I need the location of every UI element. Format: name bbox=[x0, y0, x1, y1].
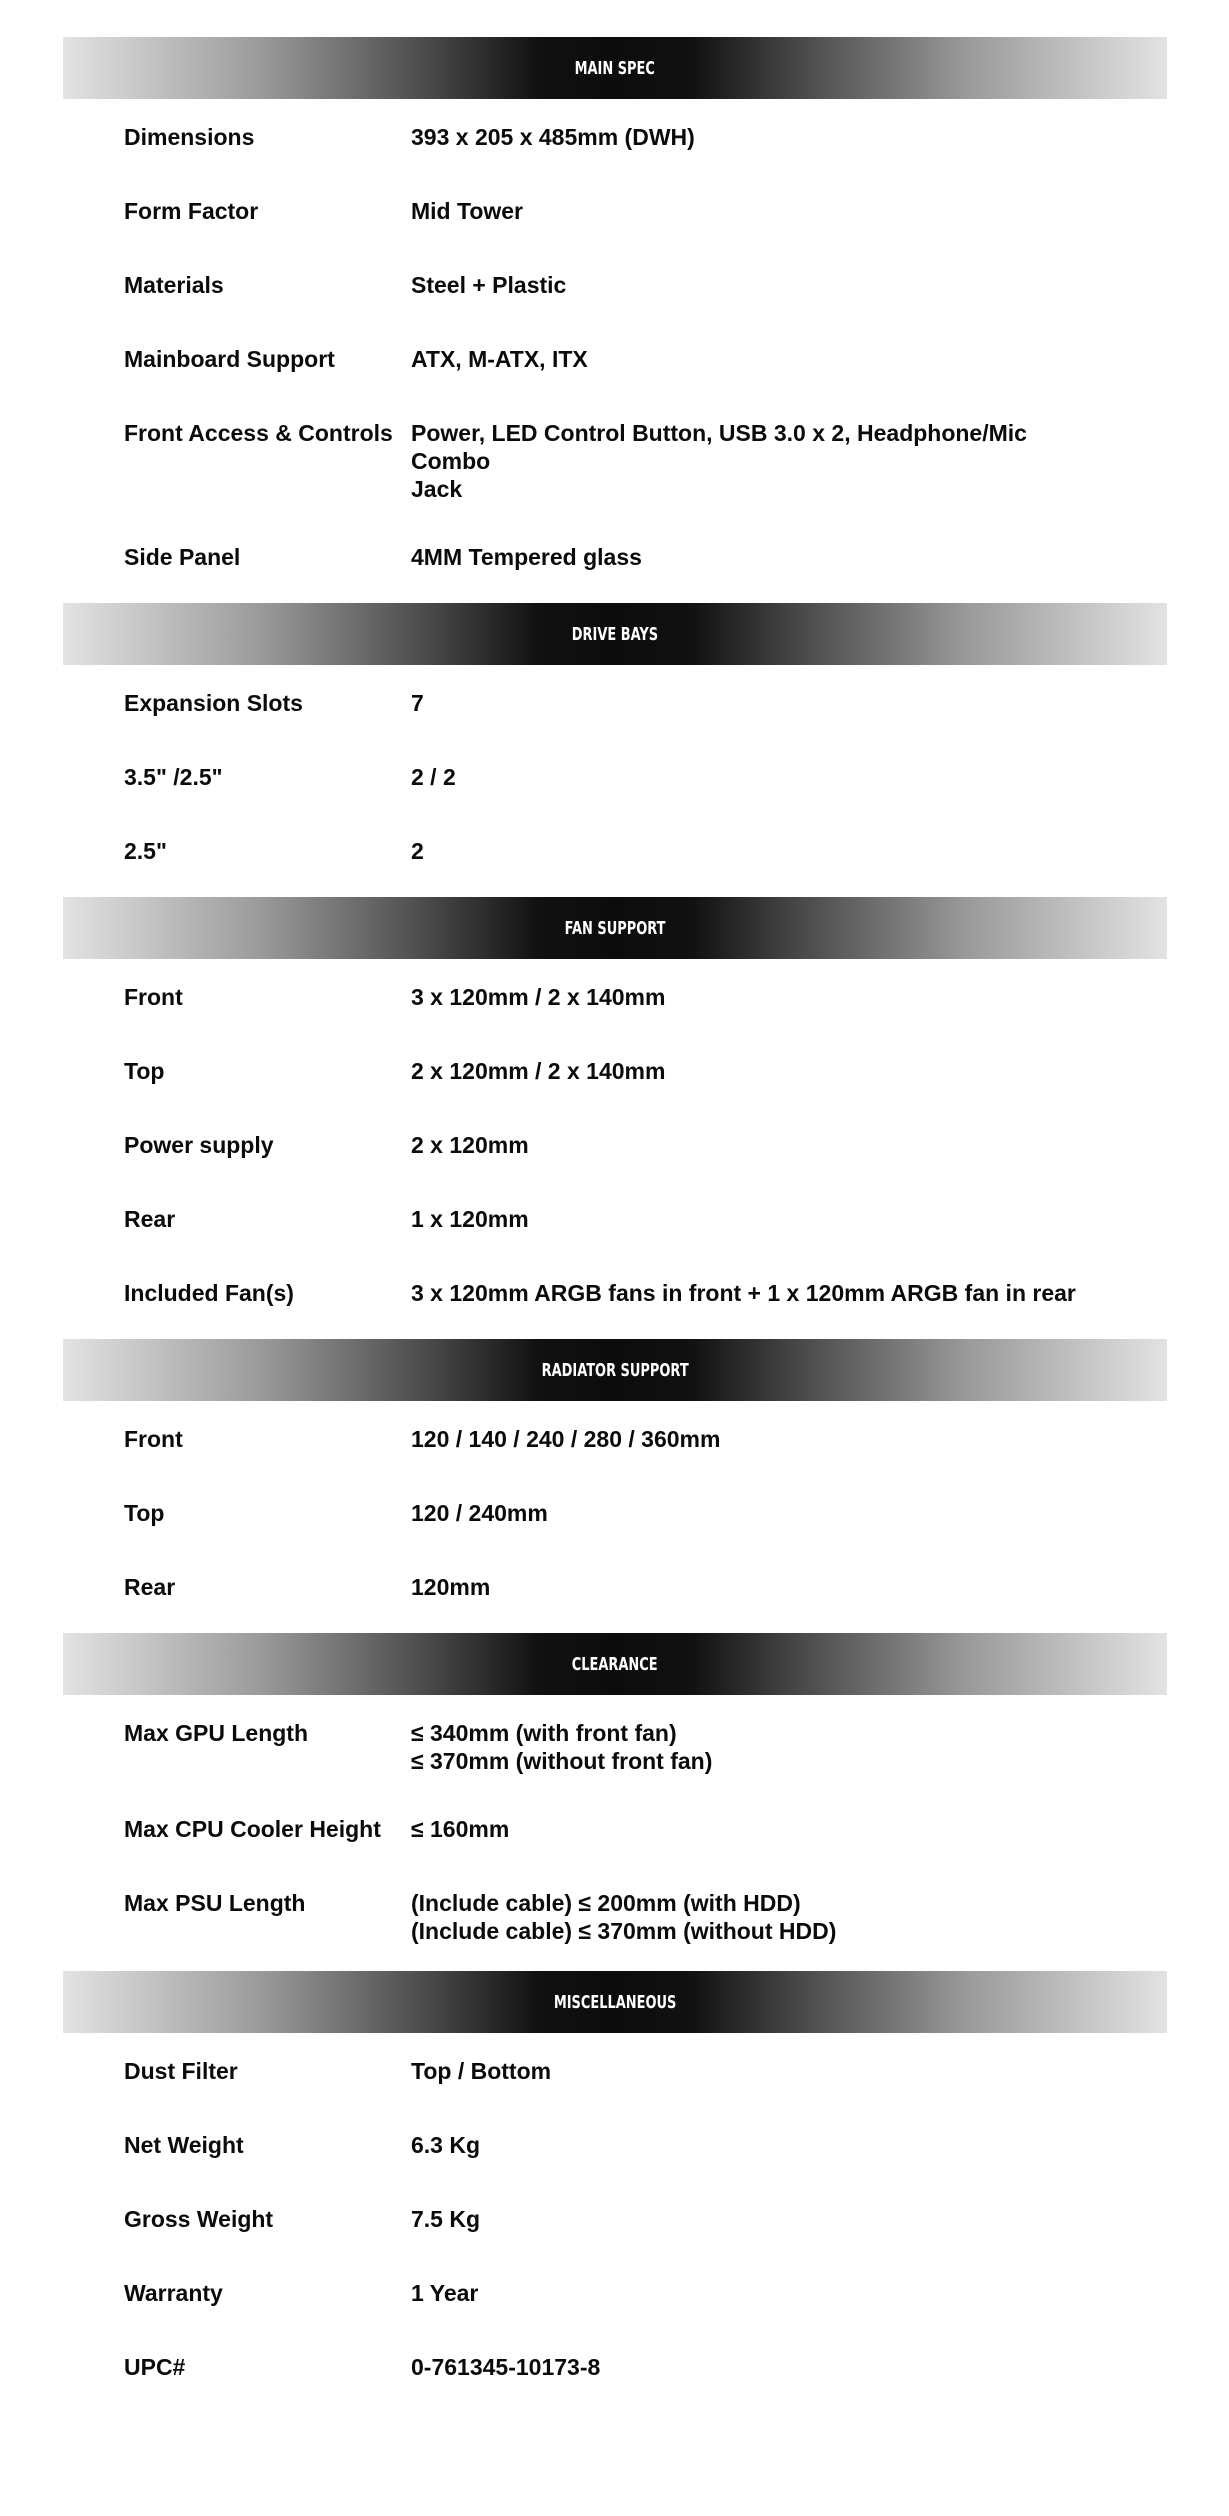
section-title: CLEARANCE bbox=[572, 1653, 658, 1675]
spec-label: Side Panel bbox=[124, 544, 241, 570]
spec-table bbox=[63, 99, 1167, 603]
spec-value bbox=[411, 837, 1091, 865]
spec-value-line: 2 bbox=[411, 838, 424, 864]
spec-value bbox=[411, 543, 1091, 571]
spec-label: Expansion Slots bbox=[124, 690, 303, 716]
spec-row bbox=[63, 103, 1167, 177]
spec-value-line: Power, LED Control Button, USB 3.0 x 2, Headphone/Mic Combo bbox=[411, 420, 1027, 474]
spec-label: Max CPU Cooler Height bbox=[124, 1816, 381, 1842]
spec-value-line: 0-761345-10173-8 bbox=[411, 2354, 601, 2380]
spec-row bbox=[63, 2333, 1167, 2407]
spec-row bbox=[63, 743, 1167, 817]
spec-value-line: 3 x 120mm ARGB fans in front + 1 x 120mm ARGB fan in rear bbox=[411, 1280, 1076, 1306]
spec-row bbox=[63, 523, 1167, 597]
spec-label: Gross Weight bbox=[124, 2206, 274, 2232]
spec-label: Max GPU Length bbox=[124, 1720, 309, 1746]
spec-value-line: Top / Bottom bbox=[411, 2058, 552, 2084]
spec-value-line: 2 x 120mm bbox=[411, 1132, 529, 1158]
spec-sheet bbox=[63, 37, 1167, 2413]
spec-label: Front Access & Controls bbox=[124, 420, 393, 446]
spec-value bbox=[411, 1499, 1091, 1527]
spec-value bbox=[411, 197, 1091, 225]
spec-label: Rear bbox=[124, 1206, 176, 1232]
spec-row bbox=[63, 2259, 1167, 2333]
spec-row bbox=[63, 1795, 1167, 1869]
spec-value bbox=[411, 1889, 1091, 1945]
spec-value bbox=[411, 419, 1091, 503]
spec-row bbox=[63, 325, 1167, 399]
spec-value-line: Jack bbox=[411, 476, 463, 502]
spec-label: Net Weight bbox=[124, 2132, 244, 2158]
spec-row bbox=[63, 1553, 1167, 1627]
spec-label: Top bbox=[124, 1058, 165, 1084]
spec-table bbox=[63, 1401, 1167, 1633]
spec-row bbox=[63, 1259, 1167, 1333]
spec-value bbox=[411, 2057, 1091, 2085]
spec-label: Materials bbox=[124, 272, 224, 298]
spec-value-line: ATX, M-ATX, ITX bbox=[411, 346, 588, 372]
spec-value-line: (Include cable) ≤ 370mm (without HDD) bbox=[411, 1918, 837, 1944]
spec-value-line: 7.5 Kg bbox=[411, 2206, 481, 2232]
spec-value-line: 1 Year bbox=[411, 2280, 479, 2306]
spec-label: Top bbox=[124, 1500, 165, 1526]
spec-value-line: ≤ 370mm (without front fan) bbox=[411, 1748, 713, 1774]
spec-row bbox=[63, 1869, 1167, 1965]
spec-row bbox=[63, 251, 1167, 325]
spec-row bbox=[63, 669, 1167, 743]
section-title: FAN SUPPORT bbox=[564, 917, 666, 939]
spec-row bbox=[63, 817, 1167, 891]
spec-value bbox=[411, 1131, 1091, 1159]
spec-row bbox=[63, 2185, 1167, 2259]
spec-value-line: 393 x 205 x 485mm (DWH) bbox=[411, 124, 695, 150]
spec-row bbox=[63, 1405, 1167, 1479]
spec-row bbox=[63, 2111, 1167, 2185]
spec-value-line: (Include cable) ≤ 200mm (with HDD) bbox=[411, 1890, 801, 1916]
spec-row bbox=[63, 1479, 1167, 1553]
spec-label: 2.5" bbox=[124, 838, 167, 864]
spec-value bbox=[411, 1057, 1091, 1085]
spec-value bbox=[411, 1573, 1091, 1601]
spec-table bbox=[63, 959, 1167, 1339]
spec-label: Dust Filter bbox=[124, 2058, 238, 2084]
spec-label: Warranty bbox=[124, 2280, 223, 2306]
spec-value-line: 1 x 120mm bbox=[411, 1206, 529, 1232]
section-header bbox=[63, 1633, 1167, 1695]
spec-label: Max PSU Length bbox=[124, 1890, 306, 1916]
spec-value-line: ≤ 340mm (with front fan) bbox=[411, 1720, 677, 1746]
spec-row bbox=[63, 1111, 1167, 1185]
spec-label: Front bbox=[124, 984, 183, 1010]
spec-value-line: 120 / 240mm bbox=[411, 1500, 548, 1526]
spec-value bbox=[411, 2279, 1091, 2307]
section-header bbox=[63, 603, 1167, 665]
section-title: RADIATOR SUPPORT bbox=[541, 1359, 689, 1381]
spec-label: Front bbox=[124, 1426, 183, 1452]
section-header bbox=[63, 1339, 1167, 1401]
spec-row bbox=[63, 963, 1167, 1037]
section-title: MISCELLANEOUS bbox=[553, 1991, 677, 2013]
spec-value bbox=[411, 689, 1091, 717]
section-header bbox=[63, 37, 1167, 99]
spec-value-line: 120 / 140 / 240 / 280 / 360mm bbox=[411, 1426, 721, 1452]
spec-value-line: 7 bbox=[411, 690, 424, 716]
spec-value-line: 2 / 2 bbox=[411, 764, 456, 790]
spec-value bbox=[411, 983, 1091, 1011]
spec-value-line: 120mm bbox=[411, 1574, 491, 1600]
section-title: DRIVE BAYS bbox=[571, 623, 659, 645]
section-header bbox=[63, 897, 1167, 959]
spec-value bbox=[411, 1425, 1091, 1453]
spec-label: Form Factor bbox=[124, 198, 259, 224]
spec-value bbox=[411, 271, 1091, 299]
spec-value bbox=[411, 763, 1091, 791]
spec-value-line: Mid Tower bbox=[411, 198, 524, 224]
spec-value bbox=[411, 1205, 1091, 1233]
spec-table bbox=[63, 2033, 1167, 2413]
spec-label: UPC# bbox=[124, 2354, 186, 2380]
spec-value bbox=[411, 345, 1091, 373]
spec-label: Dimensions bbox=[124, 124, 255, 150]
spec-value-line: 2 x 120mm / 2 x 140mm bbox=[411, 1058, 666, 1084]
spec-value-line: Steel + Plastic bbox=[411, 272, 567, 298]
spec-value-line: 6.3 Kg bbox=[411, 2132, 481, 2158]
spec-row bbox=[63, 1037, 1167, 1111]
spec-label: Included Fan(s) bbox=[124, 1280, 294, 1306]
spec-label: Mainboard Support bbox=[124, 346, 335, 372]
spec-row bbox=[63, 1185, 1167, 1259]
spec-value bbox=[411, 1279, 1091, 1307]
spec-value-line: 3 x 120mm / 2 x 140mm bbox=[411, 984, 666, 1010]
spec-label: 3.5" /2.5" bbox=[124, 764, 223, 790]
spec-row bbox=[63, 177, 1167, 251]
spec-value bbox=[411, 1815, 1091, 1843]
spec-value bbox=[411, 2131, 1091, 2159]
spec-row bbox=[63, 2037, 1167, 2111]
spec-value-line: ≤ 160mm bbox=[411, 1816, 510, 1842]
spec-label: Rear bbox=[124, 1574, 176, 1600]
spec-value bbox=[411, 2205, 1091, 2233]
section-header bbox=[63, 1971, 1167, 2033]
spec-table bbox=[63, 1695, 1167, 1971]
spec-table bbox=[63, 665, 1167, 897]
spec-value bbox=[411, 2353, 1091, 2381]
spec-row bbox=[63, 1699, 1167, 1795]
spec-value-line: 4MM Tempered glass bbox=[411, 544, 642, 570]
spec-value bbox=[411, 1719, 1091, 1775]
section-title: MAIN SPEC bbox=[574, 57, 656, 79]
spec-row bbox=[63, 399, 1167, 523]
spec-value bbox=[411, 123, 1091, 151]
spec-label: Power supply bbox=[124, 1132, 274, 1158]
